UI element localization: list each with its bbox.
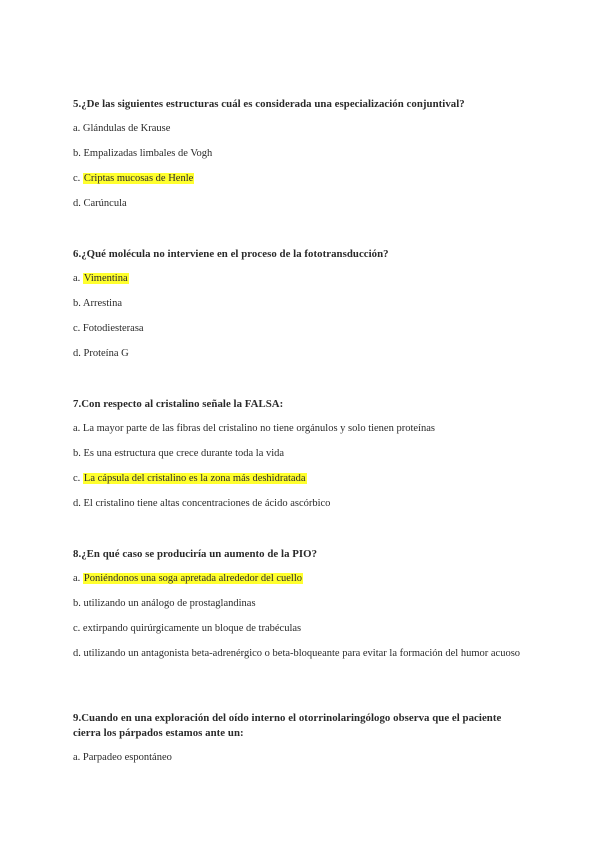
option-prefix: a. <box>73 573 83 584</box>
option-text: extirpando quirúrgicamente un bloque de trabéculas <box>82 623 302 634</box>
option-c <box>73 622 528 636</box>
option-prefix: a. <box>73 123 83 134</box>
option-prefix: a. <box>73 752 83 763</box>
option-c <box>73 172 528 186</box>
option-a <box>73 272 528 286</box>
option-c <box>73 472 528 486</box>
option-text: La mayor parte de las fibras del cristalino no tiene orgánulos y solo tienen proteínas <box>82 423 435 434</box>
option-prefix: d. <box>73 498 84 509</box>
highlighted-answer: Poniéndonos una soga apretada alrededor del cuello <box>83 573 303 584</box>
option-prefix: c. <box>73 473 83 484</box>
option-text: utilizando un análogo de prostaglandinas <box>83 598 256 609</box>
question-title: 7.Con respecto al cristalino señale la FALSA: <box>73 398 284 410</box>
option-prefix: c. <box>73 323 83 334</box>
option-a <box>73 572 528 586</box>
option-text: Fotodiesterasa <box>82 323 144 334</box>
question-6 <box>73 247 528 372</box>
option-a <box>73 422 528 436</box>
option-prefix: d. <box>73 648 84 659</box>
question-5 <box>73 97 528 222</box>
question-title: 8.¿En qué caso se produciría un aumento de la PIO? <box>73 548 318 560</box>
option-text: Arrestina <box>82 298 122 309</box>
option-prefix: d. <box>73 198 84 209</box>
highlighted-answer: Criptas mucosas de Henle <box>83 173 194 184</box>
option-d <box>73 647 528 661</box>
question-title: 5.¿De las siguientes estructuras cuál es considerada una especialización conjuntival? <box>73 98 465 110</box>
option-prefix: d. <box>73 348 84 359</box>
option-prefix: b. <box>73 448 84 459</box>
option-b <box>73 447 528 461</box>
option-b <box>73 147 528 161</box>
option-prefix: c. <box>73 173 83 184</box>
option-b <box>73 297 528 311</box>
option-prefix: a. <box>73 273 83 284</box>
question-title: 9.Cuando en una exploración del oído interno el otorrinolaringólogo observa que el paciente cierra los párpados estamos ante un: <box>73 712 502 739</box>
option-text: Es una estructura que crece durante toda la vida <box>83 448 285 459</box>
option-d <box>73 347 528 361</box>
question-7 <box>73 397 528 522</box>
option-prefix: c. <box>73 623 83 634</box>
option-d <box>73 497 528 511</box>
option-text: Proteína G <box>83 348 129 359</box>
option-prefix: a. <box>73 423 83 434</box>
question-title: 6.¿Qué molécula no interviene en el proceso de la fototransducción? <box>73 248 389 260</box>
option-d <box>73 197 528 211</box>
highlighted-answer: La cápsula del cristalino es la zona más deshidratada <box>83 473 306 484</box>
option-text: El cristalino tiene altas concentraciones de ácido ascórbico <box>83 498 331 509</box>
option-a <box>73 122 528 136</box>
option-text: Carúncula <box>83 198 127 209</box>
option-text: Empalizadas limbales de Vogh <box>83 148 213 159</box>
option-prefix: b. <box>73 298 83 309</box>
option-text: utilizando un antagonista beta-adrenérgico o beta-bloqueante para evitar la formación del humor acuoso <box>83 648 521 659</box>
option-text: Glándulas de Krause <box>82 123 171 134</box>
question-8 <box>73 547 528 672</box>
option-a <box>73 751 528 765</box>
highlighted-answer: Vimentina <box>83 273 128 284</box>
option-c <box>73 322 528 336</box>
option-prefix: b. <box>73 598 84 609</box>
option-text: Parpadeo espontáneo <box>82 752 172 763</box>
option-prefix: b. <box>73 148 84 159</box>
option-b <box>73 597 528 611</box>
question-9 <box>73 711 528 776</box>
